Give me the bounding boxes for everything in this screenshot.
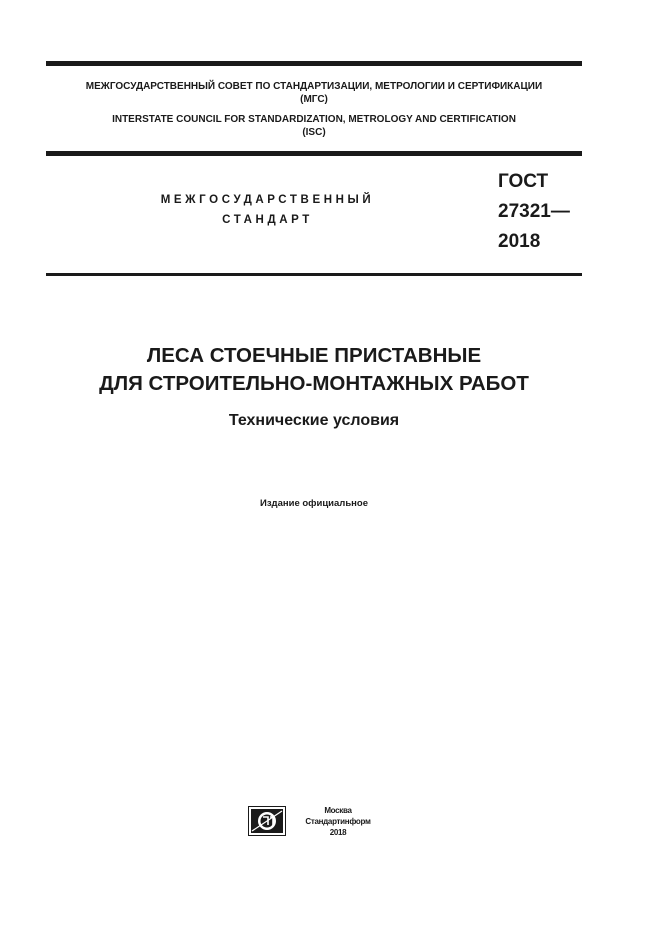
council-name-en-text: INTERSTATE COUNCIL FOR STANDARDIZATION, METROLOGY AND CERTIFICATION bbox=[112, 114, 516, 125]
standard-kind-line1: МЕЖГОСУДАРСТВЕННЫЙ bbox=[160, 194, 375, 206]
council-name-ru bbox=[46, 80, 582, 106]
document-subtitle: Технические условия bbox=[228, 412, 400, 429]
gost-year: 2018 bbox=[498, 231, 541, 252]
gost-prefix: ГОСТ bbox=[498, 171, 549, 192]
document-title-line1: ЛЕСА СТОЕЧНЫЕ ПРИСТАВНЫЕ bbox=[146, 344, 482, 367]
document-title-line2: ДЛЯ СТРОИТЕЛЬНО-МОНТАЖНЫХ РАБОТ bbox=[99, 372, 529, 395]
gost-designation bbox=[498, 167, 570, 257]
council-name-ru-text: МЕЖГОСУДАРСТВЕННЫЙ СОВЕТ ПО СТАНДАРТИЗАЦИИ, МЕТРОЛОГИИ И СЕРТИФИКАЦИИ bbox=[85, 81, 543, 92]
top-rule bbox=[46, 61, 582, 66]
council-name-en bbox=[46, 113, 582, 139]
standard-kind bbox=[140, 190, 395, 230]
publisher-city: Москва bbox=[324, 806, 352, 815]
middle-rule bbox=[46, 151, 582, 156]
bottom-rule bbox=[46, 273, 582, 276]
publisher-year: 2018 bbox=[329, 828, 347, 837]
council-abbr-en: (ISC) bbox=[302, 127, 326, 138]
publisher-block bbox=[286, 805, 390, 838]
publisher-name: Стандартинформ bbox=[305, 817, 371, 826]
edition-note: Издание официальное bbox=[260, 498, 368, 509]
standard-kind-line2: СТАНДАРТ bbox=[222, 214, 313, 226]
standartinform-logo-icon bbox=[248, 806, 286, 836]
gost-number: 27321— bbox=[498, 201, 570, 222]
document-title bbox=[46, 342, 582, 398]
council-abbr-ru: (МГС) bbox=[300, 94, 328, 105]
